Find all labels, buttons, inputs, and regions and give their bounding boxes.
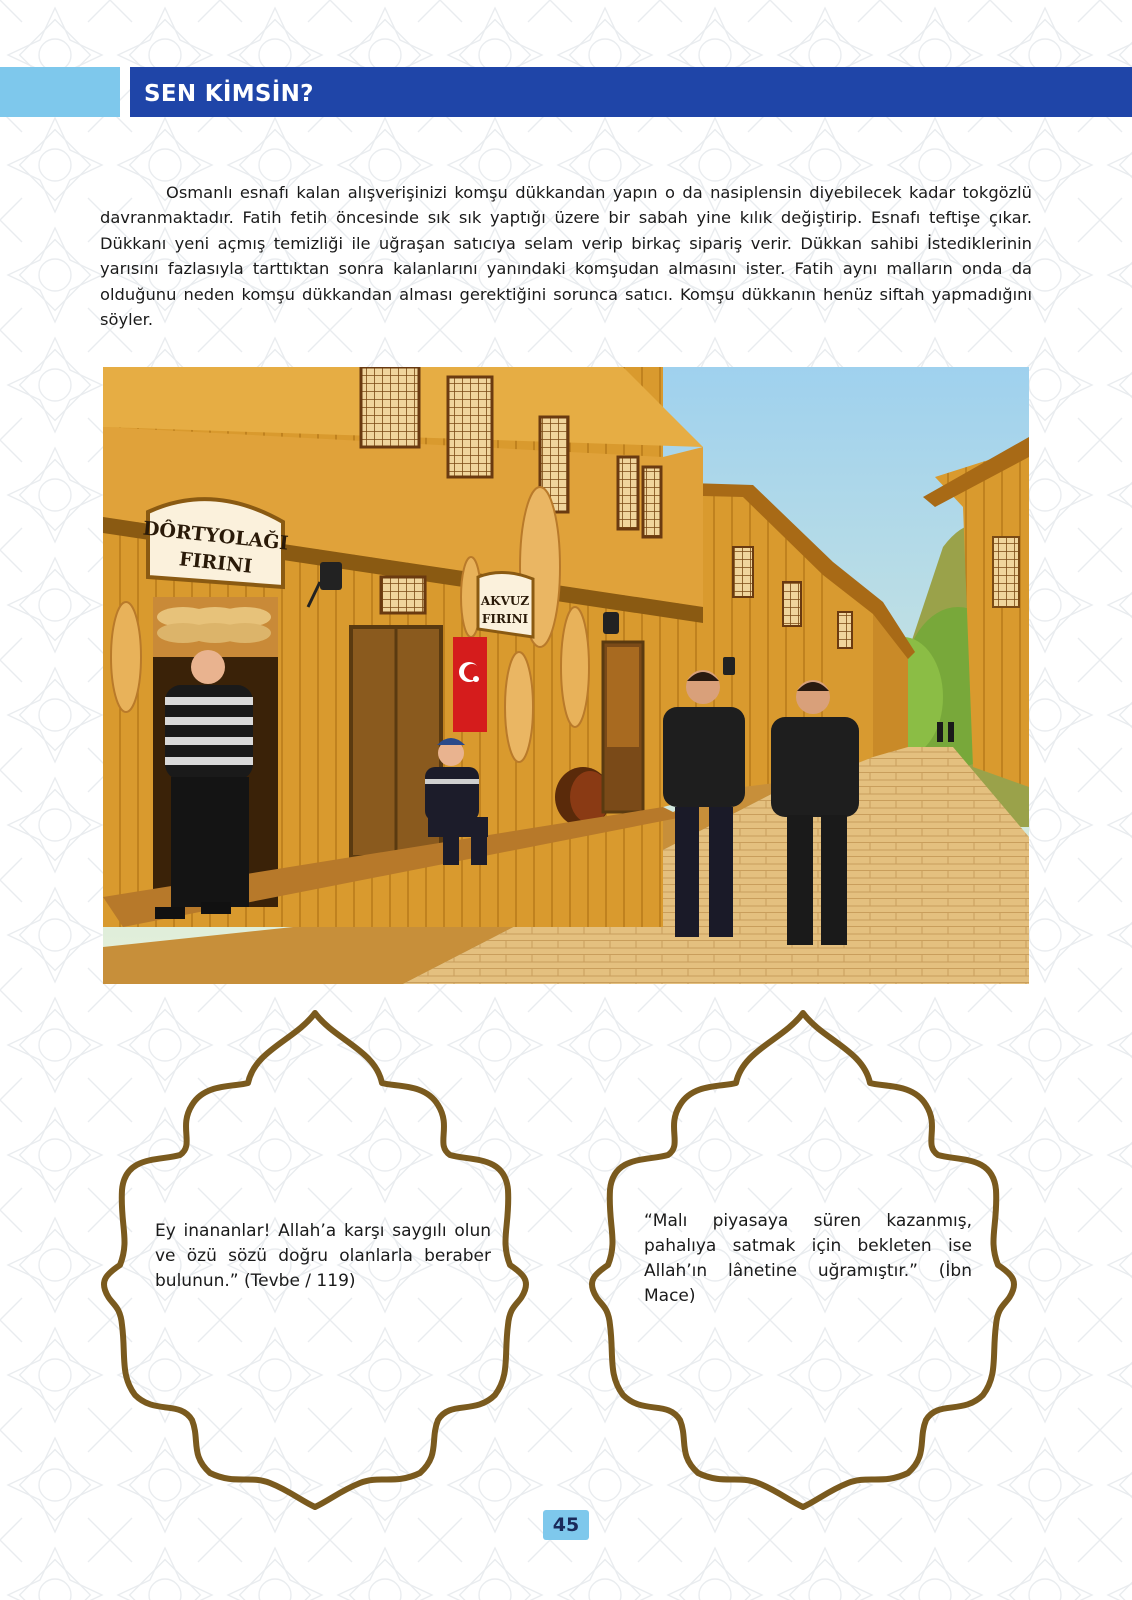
turkish-flag-icon [453,637,487,732]
page-title: SEN KİMSİN? [144,81,314,107]
street-illustration [103,367,1029,984]
bakery-sign-left-line1: DÔRTYOLAĞI [141,517,290,555]
page-number-badge [543,1510,589,1540]
bakery-sign-right-line2: FIRINI [481,612,529,626]
quote-right: “Malı piyasaya süren kazanmış, pahalıya satmak için bekleten ise Allah’ın lânetine uğramıştır.” (İbn Mace) [644,1211,972,1306]
intro-paragraph: Osmanlı esnafı kalan alışverişinizi komşu dükkandan yapın o da nasiplensin diyebilecek kadar tokgözlü davranmaktadır. Fatih fetih öncesinde sık sık yaptığı üzere bir sabah yine kılık değiştirip. Esnafı teftişe çıkar. Dükkanı yeni açmış temizliği ile uğraşan satıcıya selam verip birkaç sipariş verir. Dükkan sahibi İstediklerinin yarısını fazlasıyla tarttıktan sonra kalanlarını yanındaki komşudan almasını ister. Fatih aynı malların onda da olduğunu neden komşu dükkandan alması gerektiğini sorunca satıcı. Komşu dükkanın henüz siftah yapmadığını söyler. [100,183,1032,330]
bakery-sign-left-line2: FIRINI [178,548,254,578]
header-bar [130,67,1132,117]
quote-left: Ey inananlar! Allah’a karşı saygılı olun ve özü sözü doğru olanlarla beraber bulunun.” (Tevbe / 119) [155,1221,491,1291]
bakery-sign-right-line1: AKVUZ [480,594,530,608]
page-number: 45 [552,1514,580,1536]
header-accent-block [0,67,120,117]
